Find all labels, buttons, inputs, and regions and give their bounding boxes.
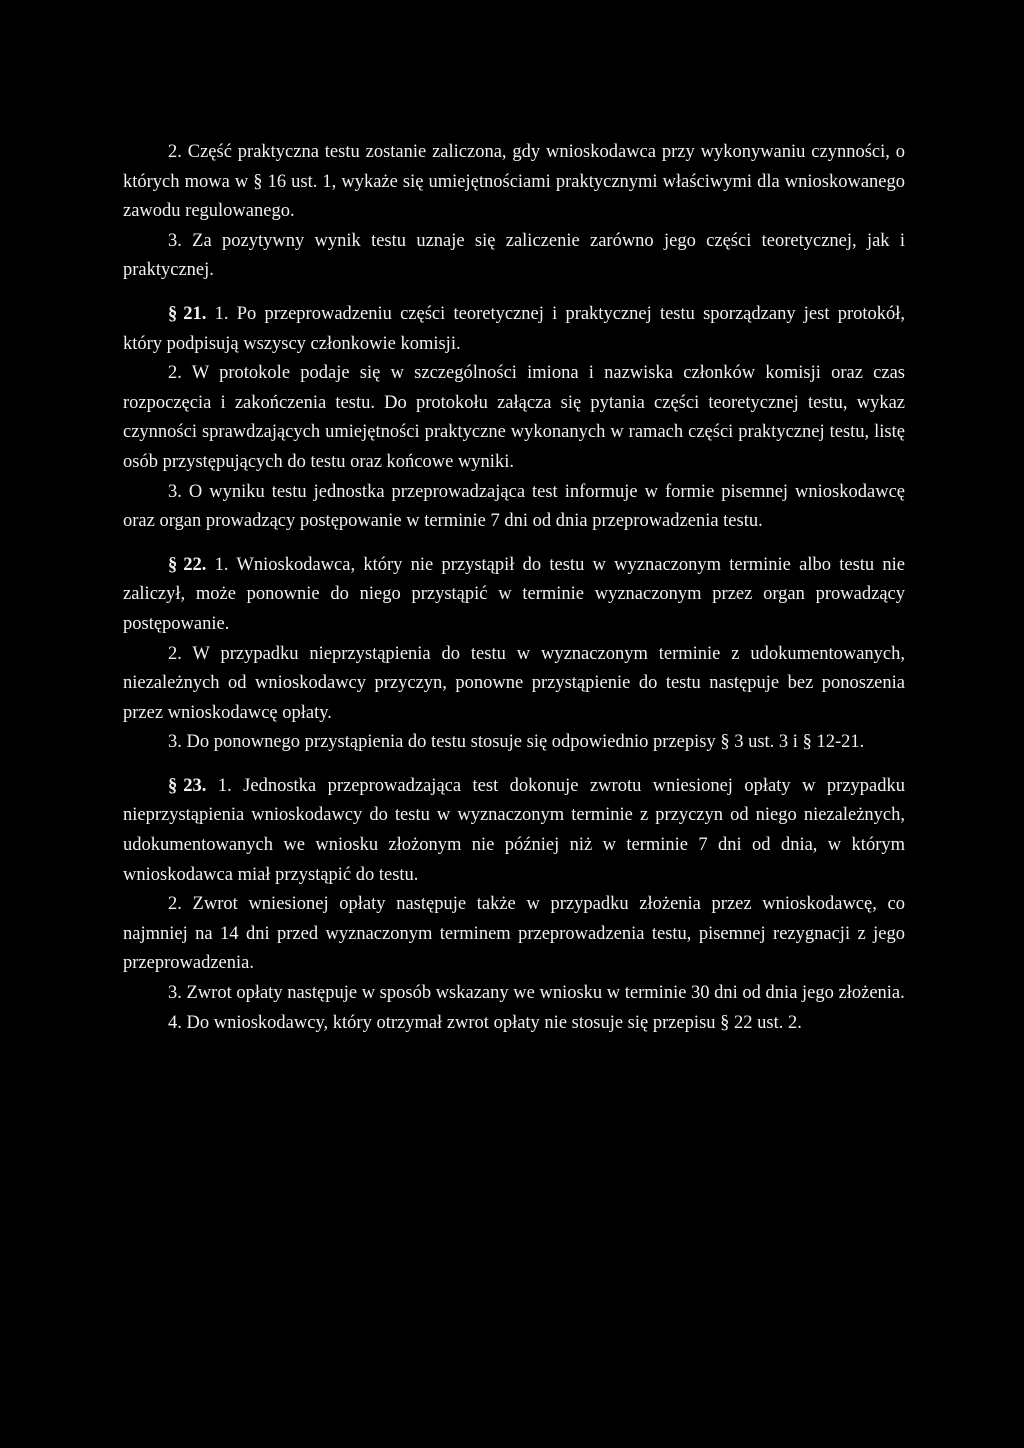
section-sign: § [168, 554, 178, 575]
section-sign: § [168, 775, 178, 796]
section-number: 21. [183, 303, 207, 324]
section-23-paragraph-1-text: 1. Jednostka przeprowadzająca test dokonuje zwrotu wniesionej opłaty w przypadku nieprzystąpienia wnioskodawcy do testu w wyznaczonym terminie z przyczyn od niego niezależnych, udokumentowanych we wniosku złożonym nie później niż w terminie 7 dni od dnia, w którym wnioskodawca miał przystąpić do testu. [123, 775, 905, 885]
section-number: 22. [183, 554, 207, 575]
section-23-paragraph-2: 2. Zwrot wniesionej opłaty następuje także w przypadku złożenia przez wnioskodawcę, co najmniej na 14 dni przed wyznaczonym terminem przeprowadzenia testu, pisemnej rezygnacji z jego przeprowadzenia. [123, 894, 905, 974]
section-number: 23. [183, 775, 207, 796]
section-22-paragraph-1-text: 1. Wnioskodawca, który nie przystąpił do testu w wyznaczonym terminie albo testu nie zaliczył, może ponownie do niego przystąpić w terminie wyznaczonym przez organ prowadzący postępowanie. [123, 554, 906, 634]
section-21-paragraph-1 [123, 300, 905, 359]
section-23-paragraph-4: 4. Do wnioskodawcy, który otrzymał zwrot opłaty nie stosuje się przepisu § 22 ust. 2. [168, 1012, 802, 1033]
document-body [123, 138, 905, 1038]
section-21-paragraph-2: 2. W protokole podaje się w szczególności imiona i nazwiska członków komisji oraz czas rozpoczęcia i zakończenia testu. Do protokołu załącza się pytania części teoretycznej testu, wykaz czynności sprawdzających umiejętności praktyczne wykonanych w ramach części praktycznej testu, listę osób przystępujących do testu oraz końcowe wyniki. [123, 363, 905, 472]
section-22-paragraph-3: 3. Do ponownego przystąpienia do testu stosuje się odpowiednio przepisy § 3 ust. 3 i § 12-21. [168, 732, 865, 753]
paragraph-20-2: 2. Część praktyczna testu zostanie zaliczona, gdy wnioskodawca przy wykonywaniu czynności, o których mowa w § 16 ust. 1, wykaże się umiejętnościami praktycznymi właściwymi dla wnioskowanego zawodu regulowanego. [123, 142, 905, 222]
section-22-paragraph-2: 2. W przypadku nieprzystąpienia do testu w wyznaczonym terminie z udokumentowanych, niezależnych od wnioskodawcy przyczyn, ponowne przystąpienie do testu następuje bez ponoszenia przez wnioskodawcę opłaty. [123, 643, 905, 723]
paragraph-20-3: 3. Za pozytywny wynik testu uznaje się zaliczenie zarówno jego części teoretycznej, jak i praktycznej. [123, 230, 905, 281]
section-sign: § [168, 303, 178, 324]
section-21-paragraph-1-text: 1. Po przeprowadzeniu części teoretycznej i praktycznej testu sporządzany jest protokół, który podpisują wszyscy członkowie komisji. [123, 303, 906, 354]
section-23-paragraph-3: 3. Zwrot opłaty następuje w sposób wskazany we wniosku w terminie 30 dni od dnia jego złożenia. [168, 983, 905, 1004]
section-23-paragraph-1 [123, 772, 905, 890]
section-22-paragraph-1 [123, 551, 905, 640]
section-21-paragraph-3: 3. O wyniku testu jednostka przeprowadzająca test informuje w formie pisemnej wnioskodawcę oraz organ prowadzący postępowanie w terminie 7 dni od dnia przeprowadzenia testu. [123, 481, 905, 532]
